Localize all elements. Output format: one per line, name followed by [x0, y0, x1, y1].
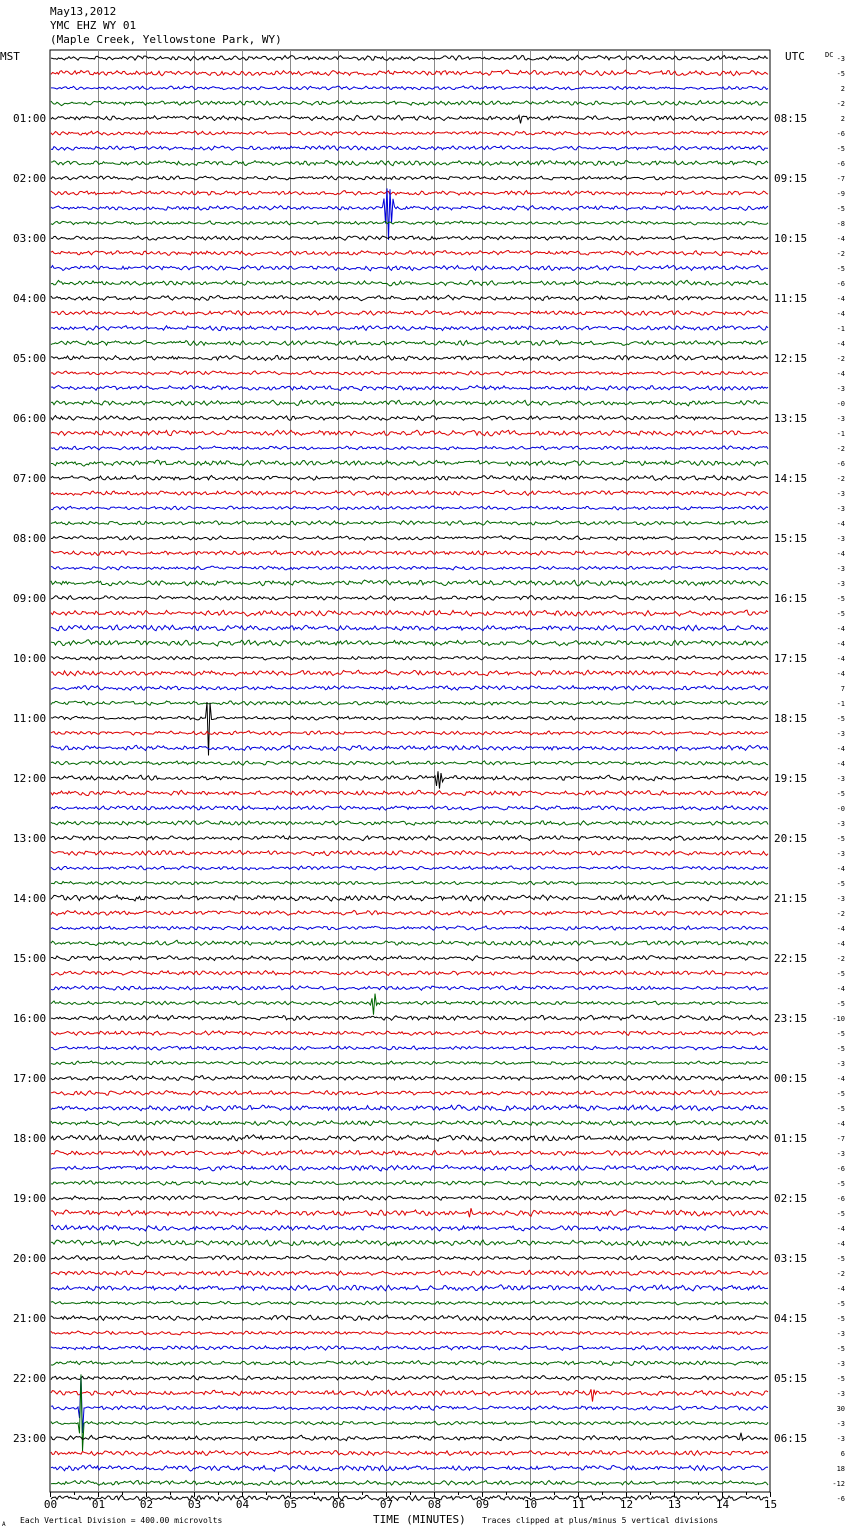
utc-hour-label: 02:15: [774, 1192, 808, 1205]
dc-offset-label: -4: [836, 640, 845, 648]
seismic-trace: [51, 191, 768, 196]
seismic-trace: [51, 355, 768, 360]
utc-hour-label: 01:15: [774, 1132, 808, 1145]
seismic-trace: [51, 1196, 768, 1201]
dc-offset-label: -7: [836, 1135, 845, 1143]
x-tick-label: 11: [571, 1498, 586, 1511]
dc-offset-label: -5: [836, 1315, 845, 1323]
dc-offset-label: -2: [836, 100, 845, 108]
x-tick-label: 02: [139, 1498, 154, 1511]
seismic-trace: [51, 236, 768, 240]
utc-hour-label: 17:15: [774, 652, 808, 665]
mst-hour-label: 03:00: [13, 232, 47, 245]
dc-offset-label: -6: [836, 1495, 845, 1503]
mst-hour-label: 23:00: [13, 1432, 47, 1445]
utc-hour-label: 00:15: [774, 1072, 808, 1085]
seismic-trace: [51, 580, 768, 586]
mst-hour-label: 20:00: [13, 1252, 47, 1265]
dc-offset-label: -4: [836, 550, 845, 558]
seismic-trace: [51, 656, 768, 660]
dc-offset-label: -3: [836, 1360, 845, 1368]
seismic-trace: [51, 1225, 768, 1231]
dc-offset-label: -3: [836, 490, 845, 498]
x-tick-label: 14: [715, 1498, 730, 1511]
x-tick-label: 00: [43, 1498, 58, 1511]
dc-offset-label: -5: [836, 205, 845, 213]
dc-offset-label: -5: [836, 1045, 845, 1053]
dc-offset-label: -3: [836, 535, 845, 543]
seismic-trace: [51, 986, 768, 990]
chart-date: May13,2012: [50, 5, 117, 18]
dc-offset-label: -5: [836, 1030, 845, 1038]
dc-offset-label: -5: [836, 1180, 845, 1188]
seismic-trace: [51, 1331, 768, 1335]
dc-offset-label: -4: [836, 760, 845, 768]
seismic-trace: [51, 1433, 768, 1441]
dc-offset-label: -2: [836, 475, 845, 483]
x-tick-label: 12: [619, 1498, 634, 1511]
utc-hour-label: 10:15: [774, 232, 808, 245]
dc-offset-label: -4: [836, 625, 845, 633]
dc-offset-label: 2: [840, 115, 845, 123]
dc-offset-label: -6: [836, 1165, 845, 1173]
x-tick-label: 15: [763, 1498, 778, 1511]
dc-offset-label: -9: [836, 190, 845, 198]
dc-offset-label: -3: [836, 1420, 845, 1428]
dc-offset-label: -2: [836, 910, 845, 918]
utc-hour-label: 14:15: [774, 472, 808, 485]
dc-offset-label: -7: [836, 175, 845, 183]
dc-offset-label: -4: [836, 940, 845, 948]
dc-offset-label: -4: [836, 670, 845, 678]
dc-label: DC: [825, 51, 834, 59]
seismic-trace: [51, 956, 768, 961]
seismic-trace: [51, 101, 768, 106]
seismic-trace: [51, 1361, 768, 1366]
dc-offset-label: -12: [832, 1480, 845, 1488]
dc-offset-label: -4: [836, 655, 845, 663]
x-tick-label: 03: [187, 1498, 202, 1511]
seismic-trace: [51, 926, 768, 930]
dc-offset-label: -3: [836, 415, 845, 423]
mst-hour-label: 21:00: [13, 1312, 47, 1325]
utc-hour-label: 20:15: [774, 832, 808, 845]
seismic-trace: [51, 1031, 768, 1036]
mst-hour-label: 19:00: [13, 1192, 47, 1205]
dc-offset-label: -5: [836, 790, 845, 798]
utc-hour-label: 15:15: [774, 532, 808, 545]
x-tick-label: 08: [427, 1498, 442, 1511]
dc-offset-label: -3: [836, 55, 845, 63]
mst-hour-label: 05:00: [13, 352, 47, 365]
seismic-trace: [51, 311, 768, 316]
mst-hour-label: 11:00: [13, 712, 47, 725]
seismic-trace: [51, 115, 768, 123]
utc-hour-label: 11:15: [774, 292, 808, 305]
dc-offset-label: -4: [836, 745, 845, 753]
seismic-trace: [51, 188, 768, 240]
dc-offset-label: -4: [836, 1240, 845, 1248]
utc-hour-label: 12:15: [774, 352, 808, 365]
seismic-trace: [51, 221, 768, 225]
dc-offset-label: -5: [836, 715, 845, 723]
seismic-trace: [51, 430, 768, 436]
seismic-trace: [51, 850, 768, 855]
seismic-trace: [51, 1120, 768, 1125]
seismic-trace: [51, 1389, 768, 1401]
seismic-trace: [51, 295, 768, 300]
dc-offset-label: -5: [836, 265, 845, 273]
seismic-trace: [51, 131, 768, 135]
seismic-trace: [51, 70, 768, 76]
dc-offset-label: 7: [840, 685, 845, 693]
seismic-trace: [51, 881, 768, 885]
seismic-trace: [51, 895, 768, 901]
seismic-trace: [51, 1481, 768, 1486]
dc-offset-label: -5: [836, 1000, 845, 1008]
dc-offset-label: 6: [840, 1450, 845, 1458]
dc-offset-label: -4: [836, 985, 845, 993]
dc-offset-label: -3: [836, 1150, 845, 1158]
seismic-trace: [51, 910, 768, 915]
dc-offset-label: -6: [836, 160, 845, 168]
dc-offset-label: 18: [836, 1465, 845, 1473]
chart-title: YMC EHZ WY 01: [50, 19, 137, 32]
dc-offset-label: -5: [836, 610, 845, 618]
dc-offset-label: -5: [836, 70, 845, 78]
utc-hour-label: 21:15: [774, 892, 808, 905]
seismic-trace: [51, 1256, 768, 1261]
mst-hour-label: 04:00: [13, 292, 47, 305]
dc-offset-label: -2: [836, 250, 845, 258]
dc-offset-label: -5: [836, 1300, 845, 1308]
seismic-trace: [51, 1346, 768, 1351]
seismic-trace: [51, 161, 768, 166]
dc-offset-label: -4: [836, 1285, 845, 1293]
x-tick-label: 13: [667, 1498, 682, 1511]
seismic-trace: [51, 460, 768, 466]
seismic-trace: [51, 670, 768, 676]
right-zone-label: UTC: [785, 50, 805, 63]
dc-offset-label: -5: [836, 145, 845, 153]
dc-offset-label: -4: [836, 340, 845, 348]
seismic-trace: [51, 476, 768, 481]
seismic-trace: [51, 1451, 768, 1456]
dc-offset-label: 30: [836, 1405, 845, 1413]
dc-offset-label: -5: [836, 1345, 845, 1353]
seismic-trace: [51, 1046, 768, 1050]
dc-offset-label: -5: [836, 970, 845, 978]
x-tick-label: 05: [283, 1498, 298, 1511]
dc-offset-label: -4: [836, 295, 845, 303]
dc-offset-label: -3: [836, 820, 845, 828]
utc-hour-label: 18:15: [774, 712, 808, 725]
dc-offset-label: -5: [836, 880, 845, 888]
dc-offset-label: -3: [836, 385, 845, 393]
seismic-trace: [51, 55, 768, 60]
x-tick-label: 01: [91, 1498, 106, 1511]
dc-offset-label: 2: [840, 85, 845, 93]
mst-hour-label: 18:00: [13, 1132, 47, 1145]
seismic-trace: [51, 806, 768, 811]
utc-hour-label: 23:15: [774, 1012, 808, 1025]
dc-offset-label: -3: [836, 1435, 845, 1443]
seismic-trace: [51, 446, 768, 450]
mst-hour-label: 14:00: [13, 892, 47, 905]
seismic-trace: [51, 1105, 768, 1111]
dc-offset-label: -3: [836, 730, 845, 738]
dc-offset-label: -3: [836, 895, 845, 903]
dc-offset-label: -4: [836, 310, 845, 318]
seismic-trace: [51, 686, 768, 691]
dc-offset-label: -4: [836, 520, 845, 528]
dc-offset-label: -2: [836, 955, 845, 963]
x-tick-label: 04: [235, 1498, 250, 1511]
seismic-trace: [51, 1090, 768, 1095]
seismic-trace: [51, 731, 768, 735]
seismic-trace: [51, 265, 768, 270]
x-tick-label: 07: [379, 1498, 394, 1511]
dc-offset-label: -2: [836, 445, 845, 453]
dc-offset-label: -1: [836, 430, 845, 438]
utc-hour-label: 13:15: [774, 412, 808, 425]
seismic-trace: [51, 536, 768, 540]
dc-offset-label: -3: [836, 580, 845, 588]
dc-offset-label: -4: [836, 1120, 845, 1128]
utc-hour-label: 19:15: [774, 772, 808, 785]
seismic-trace: [51, 1465, 768, 1471]
dc-offset-label: -2: [836, 1270, 845, 1278]
dc-offset-label: -4: [836, 370, 845, 378]
dc-offset-label: -3: [836, 775, 845, 783]
seismic-trace: [51, 761, 768, 765]
seismic-trace: [51, 1150, 768, 1155]
seismic-trace: [51, 1315, 768, 1320]
dc-offset-label: -8: [836, 220, 845, 228]
dc-offset-label: -5: [836, 1255, 845, 1263]
seismic-trace: [51, 790, 768, 795]
seismic-trace: [51, 701, 768, 706]
seismic-trace: [51, 1165, 768, 1171]
seismic-trace: [51, 551, 768, 556]
seismic-trace: [51, 994, 768, 1015]
utc-hour-label: 09:15: [774, 172, 808, 185]
scale-note: Each Vertical Division = 400.00 microvolts: [20, 1516, 223, 1525]
mst-hour-label: 10:00: [13, 652, 47, 665]
utc-hour-label: 08:15: [774, 112, 808, 125]
seismic-trace: [51, 702, 768, 756]
seismic-trace: [51, 400, 768, 406]
mst-hour-label: 22:00: [13, 1372, 47, 1385]
seismic-trace: [51, 1015, 768, 1020]
mst-hour-label: 15:00: [13, 952, 47, 965]
utc-hour-label: 05:15: [774, 1372, 808, 1385]
seismic-trace: [51, 566, 768, 570]
dc-offset-label: -6: [836, 460, 845, 468]
seismic-trace: [51, 821, 768, 826]
dc-offset-label: -5: [836, 1090, 845, 1098]
seismic-trace: [51, 1285, 768, 1291]
seismic-trace: [51, 1240, 768, 1246]
corner-mark: A: [2, 1521, 6, 1528]
utc-hour-label: 06:15: [774, 1432, 808, 1445]
dc-offset-label: -6: [836, 1195, 845, 1203]
chart-subtitle: (Maple Creek, Yellowstone Park, WY): [50, 33, 282, 46]
seismic-trace: [51, 146, 768, 150]
x-tick-label: 09: [475, 1498, 490, 1511]
dc-offset-label: -3: [836, 1330, 845, 1338]
seismic-trace: [51, 1375, 768, 1433]
seismic-trace: [51, 745, 768, 750]
seismic-trace: [51, 326, 768, 331]
seismic-trace: [51, 1181, 768, 1186]
mst-hour-label: 02:00: [13, 172, 47, 185]
dc-offset-label: -3: [836, 505, 845, 513]
mst-hour-label: 08:00: [13, 532, 47, 545]
seismic-trace: [51, 866, 768, 870]
dc-offset-label: -3: [836, 850, 845, 858]
seismic-trace: [51, 940, 768, 945]
seismic-trace: [51, 386, 768, 391]
mst-hour-label: 06:00: [13, 412, 47, 425]
x-tick-label: 10: [523, 1498, 538, 1511]
seismic-trace: [51, 640, 768, 646]
seismic-trace: [51, 1061, 768, 1065]
seismic-trace: [51, 86, 768, 90]
dc-offset-label: -5: [836, 835, 845, 843]
utc-hour-label: 04:15: [774, 1312, 808, 1325]
mst-hour-label: 09:00: [13, 592, 47, 605]
dc-offset-label: -5: [836, 1210, 845, 1218]
mst-hour-label: 16:00: [13, 1012, 47, 1025]
seismic-trace: [51, 176, 768, 180]
seismic-trace: [51, 416, 768, 421]
seismic-trace: [51, 1075, 768, 1080]
labels: [0, 50, 845, 1528]
utc-hour-label: 22:15: [774, 952, 808, 965]
dc-offset-label: -4: [836, 1075, 845, 1083]
seismic-trace: [51, 1376, 768, 1381]
dc-offset-label: -6: [836, 280, 845, 288]
seismic-trace: [51, 280, 768, 286]
dc-offset-label: -4: [836, 865, 845, 873]
dc-offset-label: -1: [836, 325, 845, 333]
seismic-trace: [51, 1208, 768, 1217]
dc-offset-label: -3: [836, 1390, 845, 1398]
traces: [51, 55, 768, 1501]
dc-offset-label: -5: [836, 1375, 845, 1383]
clip-note: Traces clipped at plus/minus 5 vertical divisions: [482, 1516, 719, 1525]
dc-offset-label: -0: [836, 805, 845, 813]
dc-offset-label: -0: [836, 400, 845, 408]
seismic-trace: [51, 506, 768, 510]
left-zone-label: MST: [0, 50, 20, 63]
dc-offset-label: -6: [836, 130, 845, 138]
seismic-trace: [51, 1135, 768, 1141]
seismic-trace: [51, 371, 768, 375]
dc-offset-label: -2: [836, 355, 845, 363]
dc-offset-label: -4: [836, 1225, 845, 1233]
seismic-trace: [51, 1495, 768, 1501]
seismic-trace: [51, 521, 768, 526]
dc-offset-label: -3: [836, 565, 845, 573]
seismic-trace: [51, 596, 768, 601]
seismic-trace: [51, 771, 768, 788]
seismic-trace: [51, 971, 768, 976]
seismic-trace: [51, 625, 768, 631]
dc-offset-label: -1: [836, 700, 845, 708]
utc-hour-label: 16:15: [774, 592, 808, 605]
seismic-trace: [51, 251, 768, 256]
dc-offset-label: -10: [832, 1015, 845, 1023]
seismic-trace: [51, 1270, 768, 1275]
mst-hour-label: 13:00: [13, 832, 47, 845]
seismic-trace: [51, 836, 768, 841]
x-axis-label: TIME (MINUTES): [373, 1513, 466, 1526]
seismic-trace: [51, 340, 768, 345]
seismic-trace: [51, 610, 768, 616]
mst-hour-label: 17:00: [13, 1072, 47, 1085]
dc-offset-label: -3: [836, 1060, 845, 1068]
mst-hour-label: 07:00: [13, 472, 47, 485]
seismic-trace: [51, 1301, 768, 1305]
mst-hour-label: 12:00: [13, 772, 47, 785]
dc-offset-label: -5: [836, 1105, 845, 1113]
mst-hour-label: 01:00: [13, 112, 47, 125]
x-tick-label: 06: [331, 1498, 346, 1511]
dc-offset-label: -5: [836, 595, 845, 603]
dc-offset-label: -4: [836, 235, 845, 243]
utc-hour-label: 03:15: [774, 1252, 808, 1265]
seismic-trace: [51, 490, 768, 495]
dc-offset-label: -4: [836, 925, 845, 933]
